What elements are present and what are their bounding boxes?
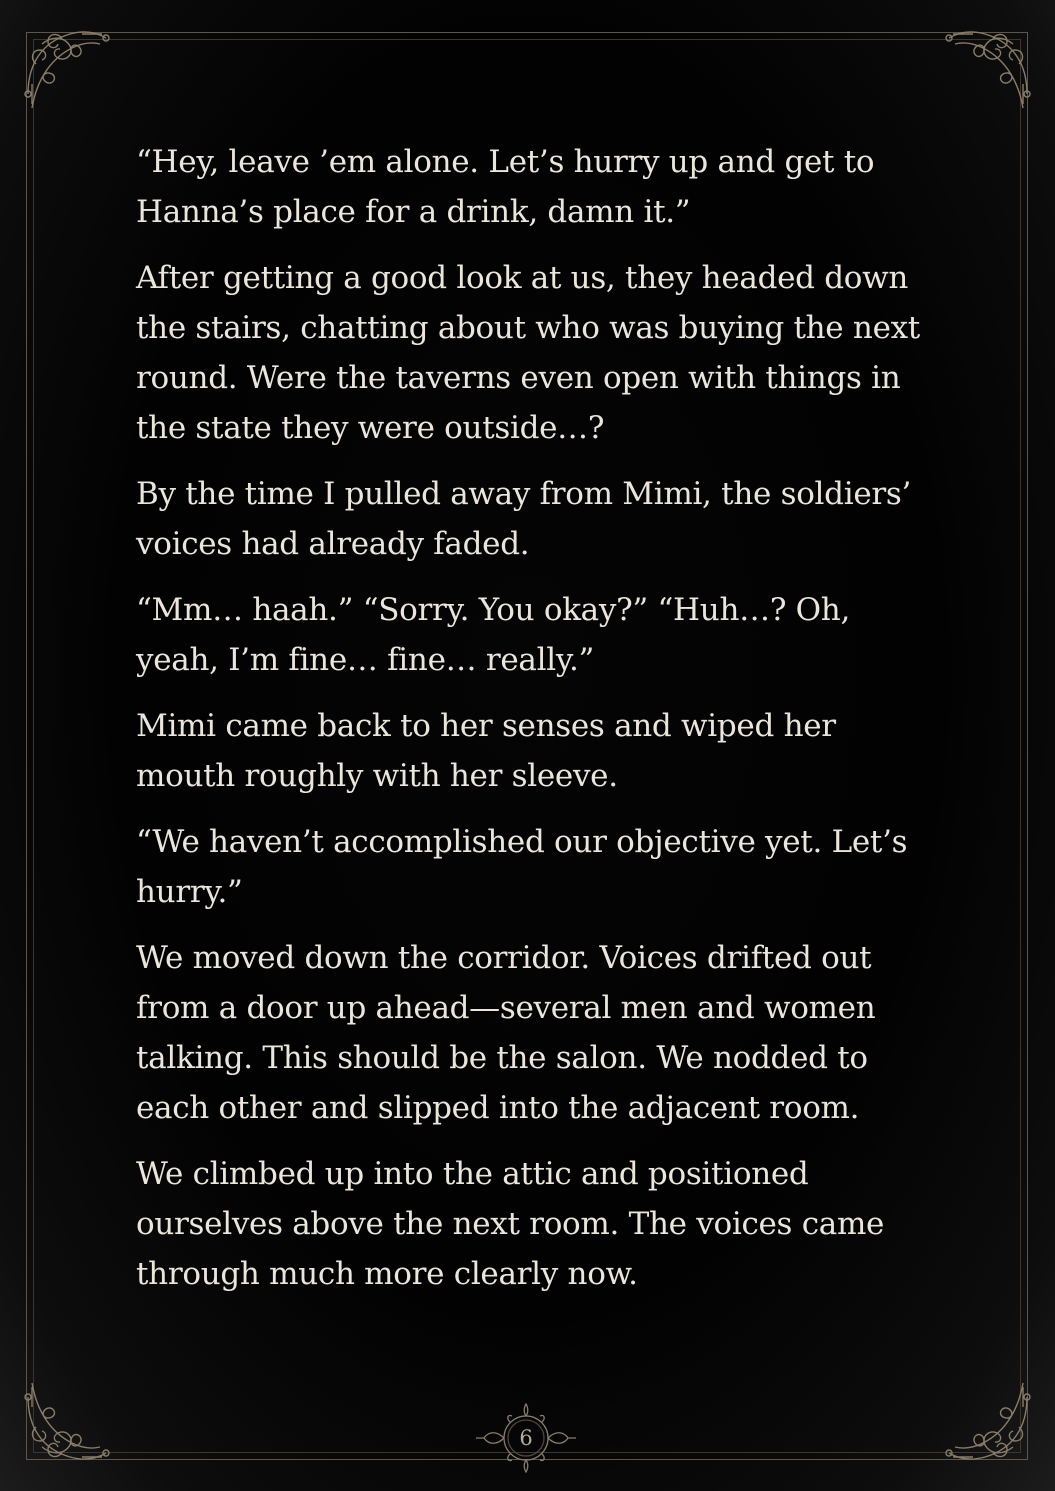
page-number: 6 (519, 1426, 533, 1450)
paragraph: After getting a good look at us, they headed down the stairs, chatting about who was buying the next round. Were the taverns even open with things in the state they were outside…? (136, 260, 920, 446)
paragraph: “Hey, leave ’em alone. Let’s hurry up and get to Hanna’s place for a drink, damn it.” (136, 144, 875, 230)
paragraph: “Mm… haah.” “Sorry. You okay?” “Huh…? Oh, yeah, I’m fine… fine… really.” (136, 592, 851, 678)
filigree-corner-icon (941, 24, 1033, 116)
paragraph: Mimi came back to her senses and wiped her mouth roughly with her sleeve. (136, 708, 836, 794)
filigree-corner-icon (22, 1375, 114, 1467)
paragraph: By the time I pulled away from Mimi, the soldiers’ voices had already faded. (136, 476, 912, 562)
filigree-corner-icon (941, 1375, 1033, 1467)
paragraph: We moved down the corridor. Voices drifted out from a door up ahead—several men and women talking. This should be the salon. We nodded to each other and slipped into the adjacent room. (136, 940, 876, 1126)
story-text (136, 137, 936, 1315)
paragraph: “We haven’t accomplished our objective yet. Let’s hurry.” (136, 824, 908, 910)
filigree-corner-icon (22, 24, 114, 116)
paragraph: We climbed up into the attic and positioned ourselves above the next room. The voices came through much more clearly now. (136, 1156, 885, 1292)
